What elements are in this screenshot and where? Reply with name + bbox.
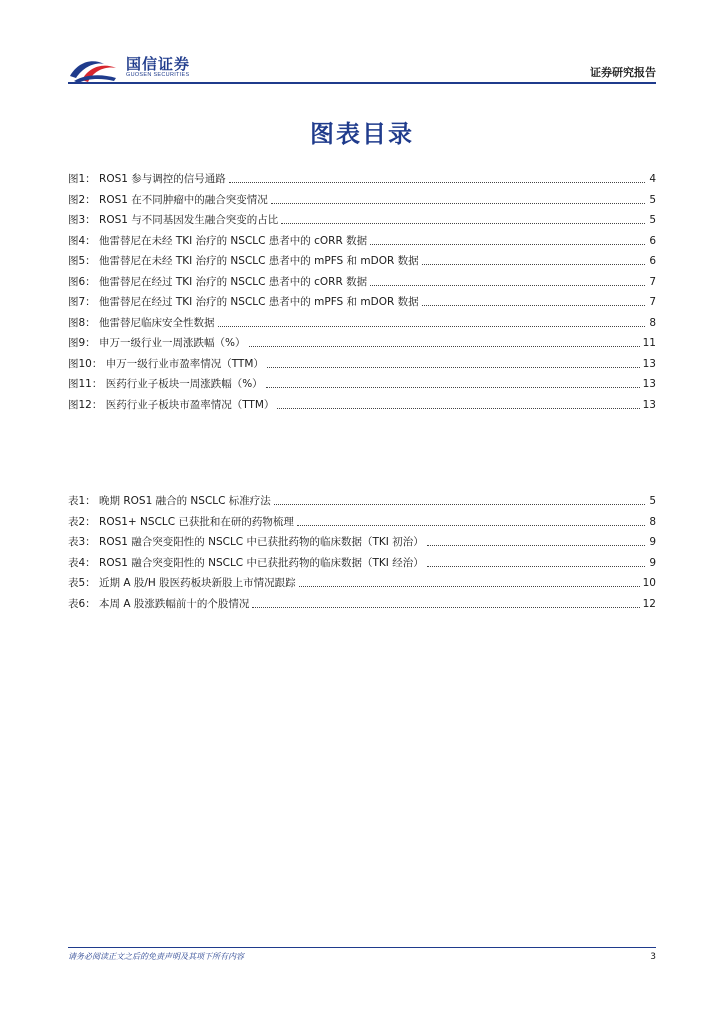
dot-leader bbox=[427, 566, 645, 567]
logo-chinese-text: 国信证券 bbox=[126, 55, 191, 73]
figure-entry-label: 图4： 他雷替尼在未经 TKI 治疗的 NSCLC 患者中的 cORR 数据 bbox=[68, 234, 368, 247]
table-entry-page-number: 5 bbox=[649, 495, 656, 507]
table-entry-page-number: 9 bbox=[649, 536, 656, 548]
figure-entry-page-number: 13 bbox=[642, 357, 656, 370]
table-entry[interactable] bbox=[68, 595, 656, 611]
figure-entry-page-number: 13 bbox=[642, 378, 656, 390]
dot-leader bbox=[267, 367, 640, 368]
figure-entry[interactable] bbox=[68, 211, 656, 227]
figure-entry-label: 图10： 申万一级行业市盈率情况（TTM） bbox=[68, 357, 264, 370]
figure-entry[interactable] bbox=[68, 170, 656, 186]
dot-leader bbox=[277, 408, 639, 409]
dot-leader bbox=[229, 182, 645, 183]
dot-leader bbox=[427, 545, 645, 546]
figure-entry-page-number: 13 bbox=[642, 398, 656, 411]
figure-entry-page-number: 6 bbox=[649, 234, 656, 247]
dot-leader bbox=[249, 346, 640, 347]
figure-entry[interactable] bbox=[68, 375, 656, 391]
dot-leader bbox=[266, 387, 640, 388]
footer-divider bbox=[68, 947, 656, 948]
figure-entry-label: 图5： 他雷替尼在未经 TKI 治疗的 NSCLC 患者中的 mPFS 和 mDOR 数据 bbox=[68, 255, 419, 267]
table-entry[interactable] bbox=[68, 574, 656, 590]
table-entry[interactable] bbox=[68, 554, 656, 570]
table-entry-label: 表2： ROS1+ NSCLC 已获批和在研的药物梳理 bbox=[68, 515, 294, 528]
toc-title: 图表目录 bbox=[310, 120, 414, 148]
dot-leader bbox=[422, 264, 645, 265]
figure-entry[interactable] bbox=[68, 293, 656, 309]
figure-entry-page-number: 11 bbox=[642, 337, 656, 349]
figure-entry[interactable] bbox=[68, 252, 656, 268]
dot-leader bbox=[370, 285, 645, 286]
header-divider bbox=[68, 82, 656, 84]
table-entry-page-number: 9 bbox=[649, 556, 656, 569]
figure-entry-label: 图7： 他雷替尼在经过 TKI 治疗的 NSCLC 患者中的 mPFS 和 mDOR 数据 bbox=[68, 296, 419, 308]
figure-entry-page-number: 7 bbox=[649, 275, 656, 288]
dot-leader bbox=[297, 525, 645, 526]
figure-entry-label: 图3： ROS1 与不同基因发生融合突变的占比 bbox=[68, 214, 279, 226]
dot-leader bbox=[274, 504, 645, 505]
figure-entry-label: 图9： 申万一级行业一周涨跌幅（%） bbox=[68, 337, 246, 349]
figure-entry-page-number: 7 bbox=[649, 296, 656, 308]
table-entry-label: 表6： 本周 A 股涨跌幅前十的个股情况 bbox=[68, 597, 250, 610]
logo-english-text: GUOSEN SECURITIES bbox=[126, 72, 190, 78]
dot-leader bbox=[299, 586, 640, 587]
table-entry-label: 表1： 晚期 ROS1 融合的 NSCLC 标准疗法 bbox=[68, 495, 271, 507]
figure-entry-label: 图2： ROS1 在不同肿瘤中的融合突变情况 bbox=[68, 193, 268, 206]
figure-entry[interactable] bbox=[68, 314, 656, 330]
figure-entry[interactable] bbox=[68, 334, 656, 350]
dot-leader bbox=[252, 607, 639, 608]
dot-leader bbox=[281, 223, 645, 224]
figure-entry-label: 图11： 医药行业子板块一周涨跌幅（%） bbox=[68, 378, 263, 390]
table-entry[interactable] bbox=[68, 513, 656, 529]
table-entry-label: 表4： ROS1 融合突变阳性的 NSCLC 中已获批药物的临床数据（TKI 经治） bbox=[68, 556, 424, 569]
dot-leader bbox=[271, 203, 645, 204]
figure-entry[interactable] bbox=[68, 273, 656, 289]
figure-entry[interactable] bbox=[68, 232, 656, 248]
table-entry-page-number: 8 bbox=[649, 515, 656, 528]
table-entry-page-number: 10 bbox=[642, 577, 656, 589]
figure-entry-label: 图6： 他雷替尼在经过 TKI 治疗的 NSCLC 患者中的 cORR 数据 bbox=[68, 275, 368, 288]
table-entry[interactable] bbox=[68, 492, 656, 508]
figure-entry-page-number: 5 bbox=[649, 214, 656, 226]
page-number: 3 bbox=[650, 952, 656, 962]
table-entry[interactable] bbox=[68, 533, 656, 549]
report-type-label: 证券研究报告 bbox=[590, 66, 656, 79]
figure-entry-label: 图8： 他雷替尼临床安全性数据 bbox=[68, 316, 215, 329]
dot-leader bbox=[218, 326, 645, 327]
figure-entry[interactable] bbox=[68, 355, 656, 371]
table-entry-label: 表5： 近期 A 股/H 股医药板块新股上市情况跟踪 bbox=[68, 577, 296, 589]
dot-leader bbox=[370, 244, 645, 245]
figure-entry-label: 图1： ROS1 参与调控的信号通路 bbox=[68, 173, 226, 185]
table-entry-label: 表3： ROS1 融合突变阳性的 NSCLC 中已获批药物的临床数据（TKI 初治） bbox=[68, 536, 424, 548]
figure-entry-page-number: 8 bbox=[649, 316, 656, 329]
figure-entry[interactable] bbox=[68, 396, 656, 412]
figure-entry-label: 图12： 医药行业子板块市盈率情况（TTM） bbox=[68, 398, 275, 411]
figure-entry-page-number: 5 bbox=[649, 193, 656, 206]
table-entry-page-number: 12 bbox=[642, 597, 656, 610]
page-header bbox=[68, 50, 656, 84]
figure-entry[interactable] bbox=[68, 191, 656, 207]
figure-entry-page-number: 6 bbox=[649, 255, 656, 267]
figure-entry-page-number: 4 bbox=[649, 173, 656, 185]
disclaimer-note: 请务必阅读正文之后的免责声明及其项下所有内容 bbox=[68, 952, 244, 961]
dot-leader bbox=[422, 305, 645, 306]
guosen-logo-icon bbox=[68, 50, 120, 84]
